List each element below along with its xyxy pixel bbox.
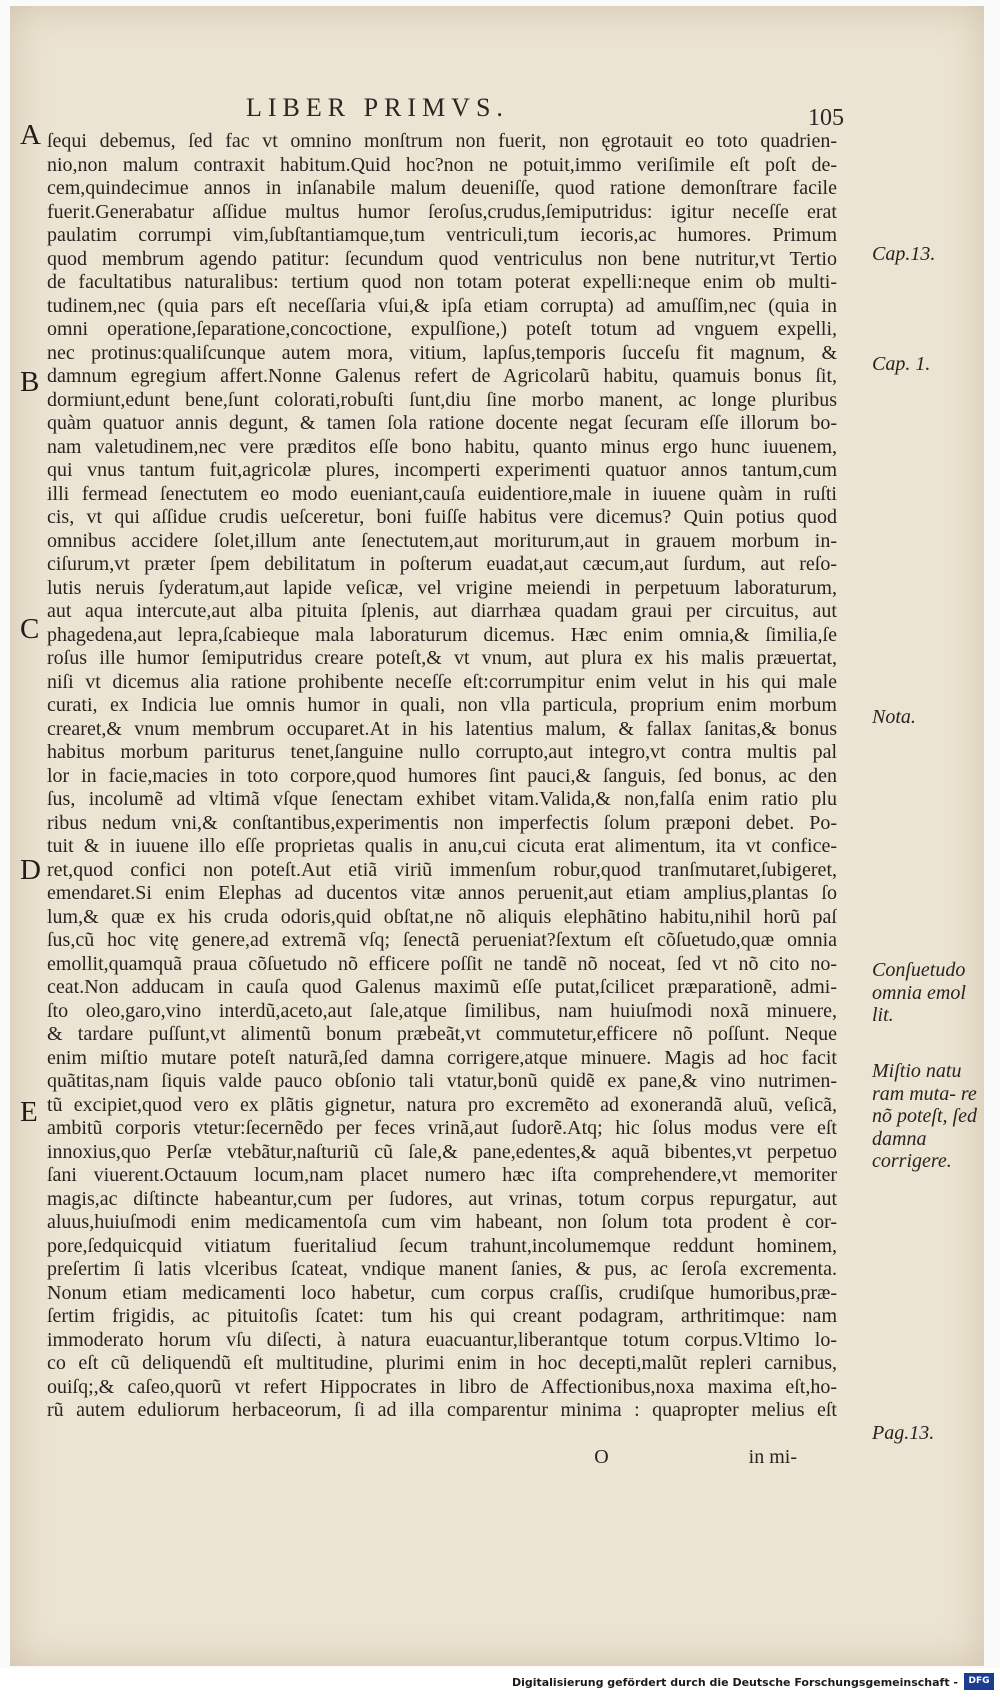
- text-line: preſertim ſi latis vlceribus ſcateat, vndique manent ſanies, & pus, ac ſeroſa excrementa.: [47, 1258, 837, 1280]
- text-line: omnibus accidere ſolet,illum ante ſenectutem,aut moriturum,aut in grauem morbum in-: [47, 529, 837, 552]
- text-line: phagedena,aut lepra,ſcabieque mala laboraturum dicemus. Hæc enim omnia,& ſimilia,ſe: [47, 623, 837, 646]
- text-line: aluus,huiuſmodi enim medicamentoſa cum vim habeant, non ſolum tota prodent è cor-: [47, 1211, 837, 1233]
- text-line: crearet,& vnum membrum occuparet.At in his latentius malum, & fallax ſanitas,& bonus: [47, 717, 837, 740]
- text-line: ret,quod confici non poteſt.Aut etiã viriũ immenſum robur,quod tranſmutaret,ſubigeret,: [47, 858, 837, 881]
- text-line: aut aqua intercute,aut alba pituita ſplenis, aut diarrhæa quadam graui per circuitus, aut: [47, 600, 837, 622]
- marginal-note: Miſtio natu ram muta- re nõ poteſt, ſed damna corrigere.: [872, 1060, 977, 1172]
- text-line: emendaret.Si enim Elephas ad ducentos vitæ annos peruenit,aut etiam amplius,plantas ſo: [47, 882, 837, 904]
- text-line: lor in facie,macies in toto corpore,quod humores ſint pauci,& ſanguis, ſed bonus, ac den: [47, 764, 837, 787]
- text-line: nam valetudinem,nec vere præditos eſſe bono habitu, quanto minus ergo hunc iuuenem,: [47, 435, 837, 458]
- text-line: Nonum etiam medicamenti loco habetur, cum corpus craſſis, crudiſque humoribus,præ-: [47, 1281, 837, 1304]
- text-line: innoxius,quo Perſæ vtebãtur,naſturiũ cũ ſale,& pane,edentes,& aquã bibentes,vt perpetuo: [47, 1140, 837, 1163]
- text-line: ſus, incolumẽ ad vltimã vſque ſenectam exhibet vitam.Valida,& non,falſa enim ratio plu: [47, 788, 837, 810]
- text-line: nio,non malum contraxit habitum.Quid hoc?non ne potuit,immo veriſimile eſt poſt de-: [47, 153, 837, 176]
- section-letter-d: D: [20, 854, 41, 886]
- text-line: enim miſtio mutare poteſt naturã,ſed damna corrigere,atque minuere. Magis ad hoc facit: [47, 1046, 837, 1069]
- final-line: [47, 1446, 837, 1470]
- text-line: magis,ac diſtincte habeantur,cum per ſudores, aut vrinas, totum corpus repurgatur, aut: [47, 1187, 837, 1210]
- text-line: omni operatione,ſeparatione,concoctione, expulſione,) poteſt totum ad vnguem expelli,: [47, 318, 837, 340]
- marginal-note: Cap.13.: [872, 243, 936, 265]
- text-line: pore,ſedquicquid vitiatum fueritaliud ſecum trahunt,incolumemque reddunt hominem,: [47, 1234, 837, 1257]
- text-line: quod membrum agendo patitur: ſecundum quod ventriculus non bene nutritur,vt Tertio: [47, 247, 837, 270]
- dfg-logo: DFG: [964, 1673, 994, 1690]
- digitization-footer: [0, 1668, 1000, 1700]
- text-line: emollit,quamquã praua cõſuetudo nõ efficere poſſit ne tandẽ nõ noceat, ſed vt nõ cito no-: [47, 952, 837, 975]
- funding-credit: Digitalisierung gefördert durch die Deutsche Forschungsgemeinschaft -: [511, 1676, 958, 1689]
- text-line: tũ excipiet,quod vero ex plãtis gignetur, natura pro excremẽto ad exonerandã aluũ, veſicã,: [47, 1093, 837, 1116]
- text-line: ſequi debemus, ſed fac vt omnino monſtrum non fuerit, non ęgrotauit eo toto quadrien-: [47, 130, 837, 152]
- text-line: nec protinus:qualiſcunque autem mora, vitium, lapſus,temporis ſucceſu fit magnum, &: [47, 341, 837, 364]
- signature-mark: O: [594, 1446, 609, 1468]
- text-line: tudinem,nec (quia pars eſt neceſſaria vſui,& ipſa etiam corrupta) ad amuſſim,nec (quia in: [47, 294, 837, 317]
- section-letter-b: B: [20, 366, 40, 398]
- text-line: illi fermead ſenectutem eo modo eueniant,cauſa euidentiore,male in iuuene quàm in ruſti: [47, 482, 837, 505]
- text-line: co eſt cũ deliquendũ eſt multitudine, plurimi enim in hoc decepti,malũt repleri carnibus,: [47, 1352, 837, 1374]
- section-letter-c: C: [20, 613, 40, 645]
- section-letter-a: A: [20, 119, 41, 151]
- marginal-note: Conſuetudo omnia emol lit.: [872, 959, 966, 1026]
- text-line: ceat.Non adducam in cauſa quod Galenus maximũ eſſe putat,ſcilicet præparationẽ, admi-: [47, 976, 837, 998]
- text-line: damnum egregium affert.Nonne Galenus refert de Agricolarũ habitu, quamuis bonus ſit,: [47, 365, 837, 387]
- text-line: qui vnus tantum fuit,agricolæ plures, incomperti experimenti quatuor annos tantum,cum: [47, 459, 837, 481]
- text-line: ciſurum,vt præter ſpem debilitatum in poſterum euadat,aut cæcum,aut ſurdum, aut reſo-: [47, 553, 837, 575]
- text-line: cem,quindecimue annos in inſanabile malum deueniſſe, quod ratione demonſtrare facile: [47, 177, 837, 199]
- text-line: niſi vt dicemus alia ratione prohibente neceſſe eſt:corrumpitur enim velut in his qui male: [47, 670, 837, 693]
- text-line: ouiſq;,& caſeo,quorũ vt refert Hippocrates in libro de Affectionibus,noxa maxima eſt,ho-: [47, 1375, 837, 1398]
- section-letter-e: E: [20, 1096, 38, 1128]
- text-line: curati, ex Indicia lue omnis humor in quali, non vlla particula, proprium enim morbum: [47, 694, 837, 716]
- text-line: ſertim frigidis, ac pituitoſis ſcatet: tum his qui creant podagram, arthritimque: nam: [47, 1305, 837, 1327]
- text-line: [47, 1423, 837, 1447]
- text-line: immoderato horum vſu diſecti, à natura euacuantur,liberantque totum corpus.Vltimo lo-: [47, 1328, 837, 1351]
- running-title: LIBER PRIMVS.: [246, 93, 509, 122]
- text-line: ribus nedum vni,& conſtantibus,experimentis non imperfectis ſolum præponi debet. Po-: [47, 811, 837, 834]
- text-line: fuerit.Generabatur aſſidue multus humor ſeroſus,crudus,ſemiputridus: igitur neceſſe erat: [47, 200, 837, 223]
- text-line: paulatim corrumpi vim,ſubſtantiamque,tum ventriculi,tum iecoris,ac humores. Primum: [47, 224, 837, 246]
- text-line: ſto oleo,garo,vino interdũ,aceto,aut ſale,atque ſimilibus, nam huiuſmodi noxã minuere,: [47, 999, 837, 1022]
- text-line: lum,& quæ ex his cruda odoris,quid obſtat,ne nõ aliquis elephãtino habitu,nihil horũ paſ: [47, 905, 837, 928]
- text-line: ſus,cũ hoc vitę genere,ad extremã vſq; ſenectã perueniat?ſextum eſt cõſuetudo,quæ omnia: [47, 929, 837, 951]
- text-line: lutis neruis ſyderatum,aut lapide veſicæ, vel vrigine meiendi in perpetuum laboraturum,: [47, 576, 837, 599]
- marginal-note: Pag.13.: [872, 1422, 935, 1444]
- page-number: 105: [808, 105, 844, 131]
- text-line: & tardare puſſunt,vt alimentũ bonum præbeãt,vt commutetur,efficere nõ poſſunt. Neque: [47, 1023, 837, 1045]
- marginal-note: Nota.: [872, 706, 916, 728]
- text-line: habitus morbum pariturus tenet,ſanguine nullo corrupto,aut integro,vt contra multis pal: [47, 741, 837, 763]
- text-line: dormiunt,edunt bene,ſunt colorati,robuſti ſunt,diu ſine morbo manent, ac longe pluribus: [47, 388, 837, 411]
- text-body: [47, 130, 837, 1470]
- text-line: cis, vt qui aſſidue crudis ueſceretur, boni fuiſſe habitus vere dicemus? Quin potius quod: [47, 506, 837, 528]
- text-line: quãtitas,nam ſiquis valde pauco obſonio tali vtatur,bonũ quidẽ ex pane,& vino nutrimen-: [47, 1070, 837, 1092]
- text-line: rũ autem eduliorum herbaceorum, ſi ad illa comparentur minima : quapropter melius eſt: [47, 1399, 837, 1421]
- text-line: quàm quatuor annis degunt, & tamen ſola ratione docente negat ſecuram eſſe illorum bo-: [47, 412, 837, 434]
- text-line: ſani viuerent.Octauum locum,nam placet numero hæc iſta comprehendere,vt memoriter: [47, 1164, 837, 1186]
- text-line: de facultatibus naturalibus: tertium quod non totam poterat expelli:neque enim ob multi-: [47, 271, 837, 293]
- marginal-note: Cap. 1.: [872, 353, 931, 375]
- catchword: in mi-: [748, 1446, 797, 1468]
- book-page: [10, 6, 984, 1666]
- text-line: roſus ille humor ſemiputridus creare poteſt,& vt vnum, aut plura ex his malis præuertat,: [47, 647, 837, 669]
- text-line: ambitũ corporis vtetur:ſecernẽdo per feces vrinã,aut ſudorẽ.Atq; hic ſolus modus vere eſt: [47, 1117, 837, 1139]
- text-line: tuit & in iuuene illo eſſe proprietas qualis in anu,cui cicuta erat alimentum, ita vt confice-: [47, 835, 837, 857]
